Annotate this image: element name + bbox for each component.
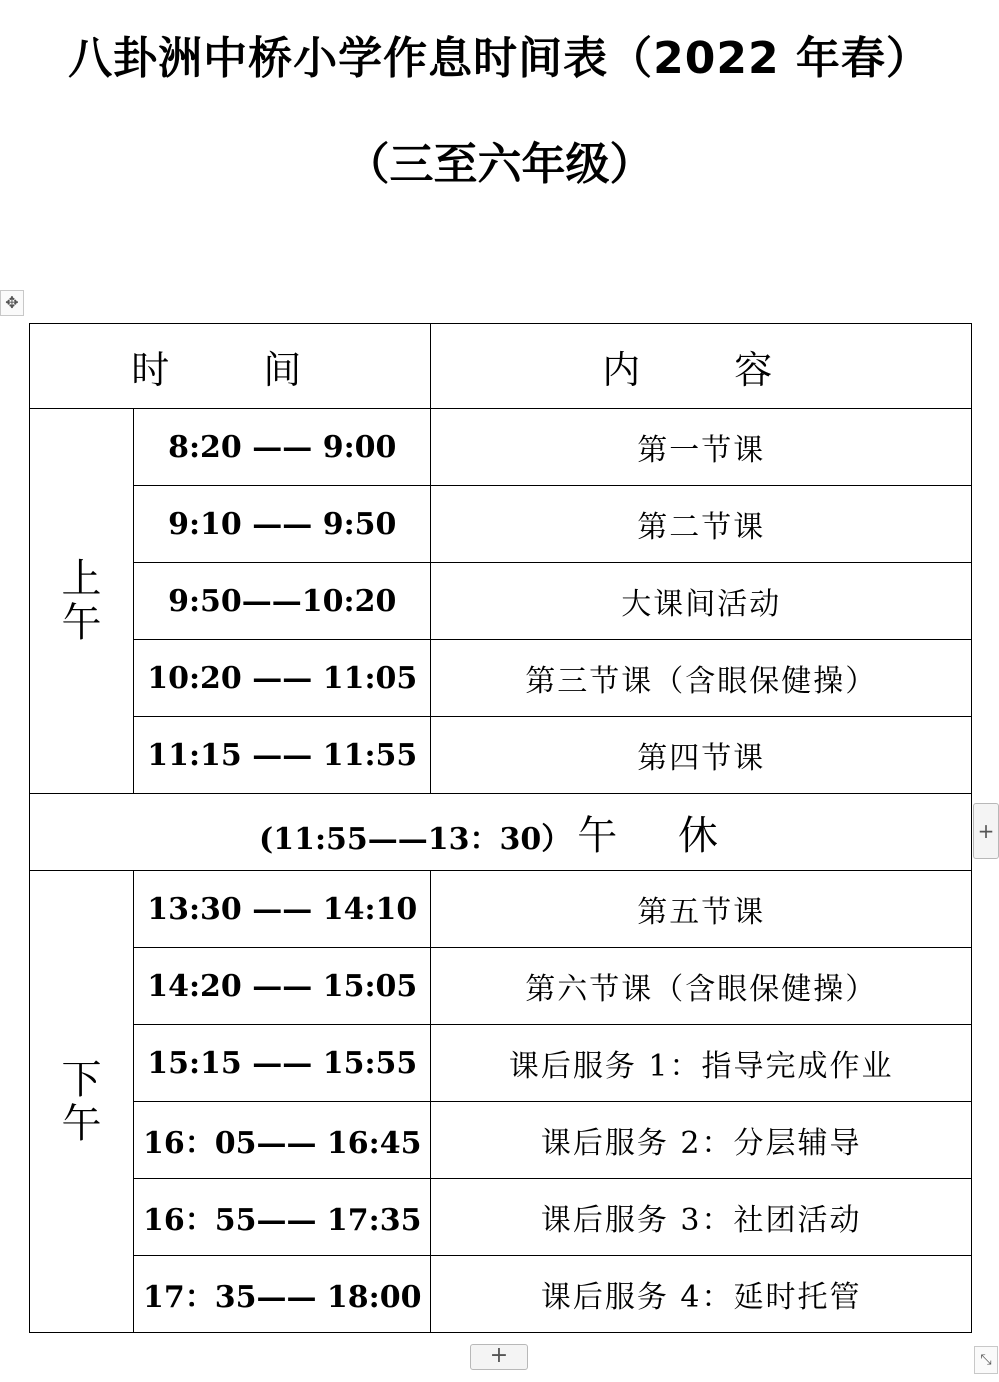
time-cell[interactable]: 14:20 —— 15:05 [134, 948, 431, 1025]
table-row [30, 640, 972, 717]
schedule-table [29, 323, 972, 1333]
table-resize-icon[interactable]: ⤡ [974, 1346, 998, 1374]
table-row [30, 1179, 972, 1256]
table-move-icon[interactable]: ✥ [0, 290, 24, 316]
time-cell[interactable]: 10:20 —— 11:05 [134, 640, 431, 717]
table-row [30, 563, 972, 640]
morning-label-bottom: 午 [61, 600, 102, 646]
time-cell[interactable]: 13:30 —— 14:10 [134, 871, 431, 948]
table-row [30, 948, 972, 1025]
content-cell[interactable]: 课后服务 3：社团活动 [431, 1179, 972, 1256]
table-row [30, 1256, 972, 1333]
header-content[interactable]: 内 容 [431, 324, 972, 409]
table-row [30, 1025, 972, 1102]
content-cell[interactable]: 第五节课 [431, 871, 972, 948]
document-subtitle: （三至六年级） [345, 139, 654, 190]
content-cell[interactable]: 第一节课 [431, 409, 972, 486]
table-row [30, 409, 972, 486]
time-cell[interactable]: 16：05—— 16:45 [134, 1102, 431, 1179]
content-cell[interactable]: 课后服务 1：指导完成作业 [431, 1025, 972, 1102]
time-cell[interactable]: 9:10 —— 9:50 [134, 486, 431, 563]
add-column-button[interactable]: + [973, 803, 999, 859]
content-cell[interactable]: 第二节课 [431, 486, 972, 563]
morning-label-top: 上 [61, 556, 102, 602]
time-cell[interactable]: 11:15 —— 11:55 [134, 717, 431, 794]
time-cell[interactable]: 8:20 —— 9:00 [134, 409, 431, 486]
noon-break-time: (11:55——13：30） [259, 821, 572, 857]
content-cell[interactable]: 第四节课 [431, 717, 972, 794]
header-time[interactable]: 时 间 [30, 324, 431, 409]
afternoon-label-top: 下 [61, 1056, 102, 1103]
content-cell[interactable]: 大课间活动 [431, 563, 972, 640]
add-row-button[interactable]: + [470, 1344, 528, 1370]
morning-label-cell[interactable] [30, 409, 134, 794]
content-cell[interactable]: 第六节课（含眼保健操） [431, 948, 972, 1025]
time-cell[interactable]: 15:15 —— 15:55 [134, 1025, 431, 1102]
afternoon-label-bottom: 午 [61, 1100, 102, 1147]
afternoon-label-cell[interactable] [30, 871, 134, 1333]
time-cell[interactable]: 16：55—— 17:35 [134, 1179, 431, 1256]
table-row [30, 871, 972, 948]
table-header-row [30, 324, 972, 409]
content-cell[interactable]: 第三节课（含眼保健操） [431, 640, 972, 717]
content-cell[interactable]: 课后服务 2：分层辅导 [431, 1102, 972, 1179]
time-cell[interactable]: 17：35—— 18:00 [134, 1256, 431, 1333]
table-row [30, 486, 972, 563]
time-cell[interactable]: 9:50——10:20 [134, 563, 431, 640]
content-cell[interactable]: 课后服务 4：延时托管 [431, 1256, 972, 1333]
noon-row [30, 794, 972, 871]
table-row [30, 717, 972, 794]
table-row [30, 1102, 972, 1179]
noon-break-cell[interactable] [30, 794, 972, 871]
document-title: 八卦洲中桥小学作息时间表（2022 年春） [68, 33, 931, 84]
noon-break-label: 午 休 [577, 812, 742, 859]
